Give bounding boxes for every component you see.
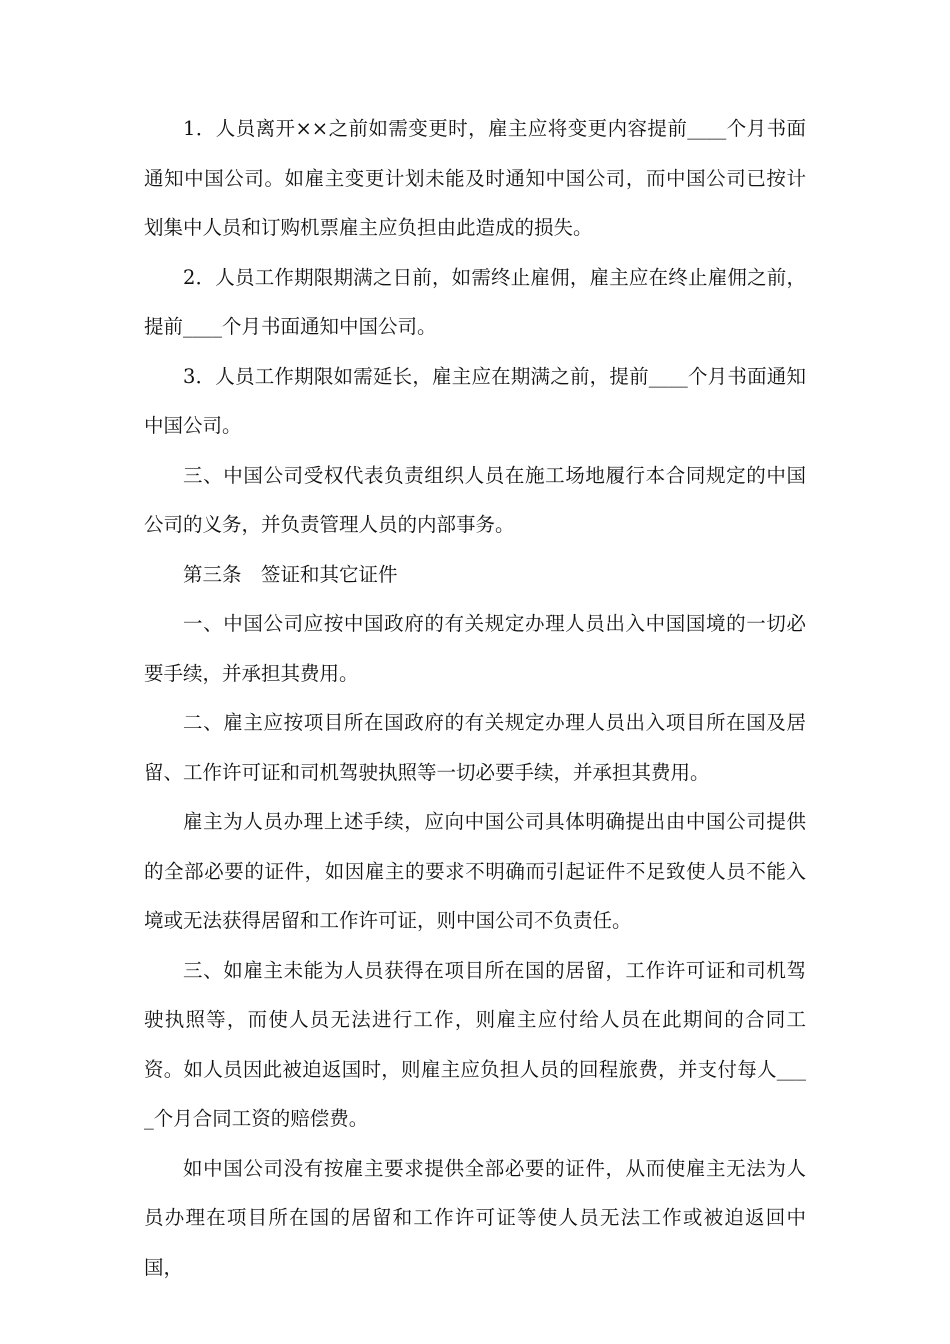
paragraph-change-notice: 1．人员离开××之前如需变更时，雇主应将变更内容提前____个月书面通知中国公司。如雇主变更计划未能及时通知中国公司，而中国公司已按计划集中人员和订购机票雇主应负担由此造成的损失。 [144, 117, 806, 239]
paragraph-required-documents: 雇主为人员办理上述手续，应向中国公司具体明确提出由中国公司提供的全部必要的证件，如因雇主的要求不明确而引起证件不足致使人员不能入境或无法获得居留和工作许可证，则中国公司不负责任。 [144, 810, 806, 932]
paragraph-termination-notice: 2．人员工作期限期满之日前，如需终止雇佣，雇主应在终止雇佣之前，提前____个月书面通知中国公司。 [144, 265, 806, 338]
paragraph-extension-notice: 3．人员工作期限如需延长，雇主应在期满之前，提前____个月书面通知中国公司。 [144, 364, 806, 437]
paragraph-host-country-procedures: 二、雇主应按项目所在国政府的有关规定办理人员出入项目所在国及居留、工作许可证和司机驾驶执照等一切必要手续，并承担其费用。 [144, 711, 806, 784]
section-heading-article-3: 第三条 签证和其它证件 [183, 562, 398, 586]
paragraph-china-company-failure: 如中国公司没有按雇主要求提供全部必要的证件，从而使雇主无法为人员办理在项目所在国的居留和工作许可证等使人员无法工作或被迫返回中国， [144, 1156, 806, 1279]
paragraph-employer-failure-compensation: 三、如雇主未能为人员获得在项目所在国的居留，工作许可证和司机驾驶执照等，而使人员无法进行工作，则雇主应付给人员在此期间的合同工资。如人员因此被迫返国时，则雇主应负担人员的回程旅费，并支付每人____个月合同工资的赔偿费。 [144, 958, 806, 1130]
paragraph-representative-duties: 三、中国公司受权代表负责组织人员在施工场地履行本合同规定的中国公司的义务，并负责管理人员的内部事务。 [144, 463, 806, 536]
document-page [144, 104, 806, 1292]
paragraph-china-exit-procedures: 一、中国公司应按中国政府的有关规定办理人员出入中国国境的一切必要手续，并承担其费用。 [144, 612, 806, 685]
